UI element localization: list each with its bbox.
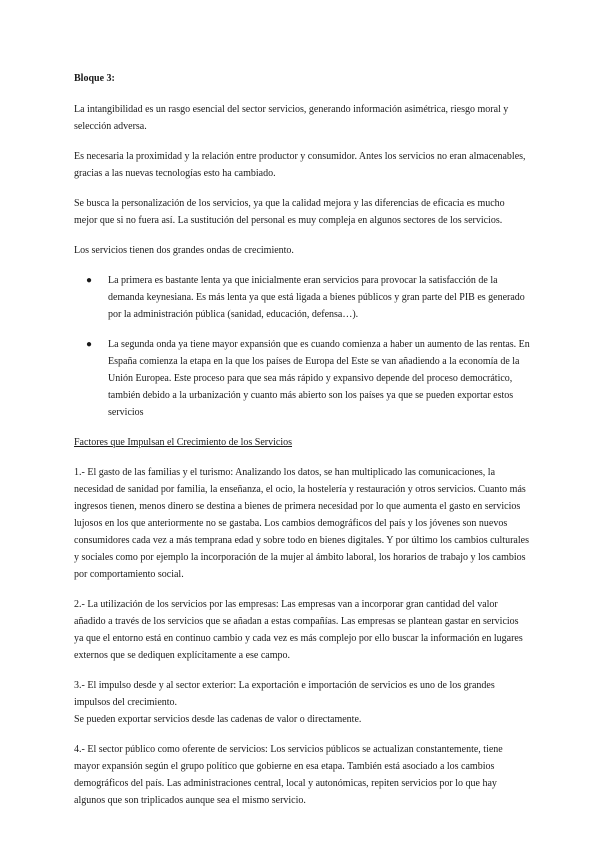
bullet-text-first-wave: La primera es bastante lenta ya que inicialmente eran servicios para provocar la satisfacción de la demanda keynesiana. Es más lenta ya que está ligada a bienes públicos y gran parte del PIB es generado por la administración pública (sanidad, educación, defensa…). <box>108 275 525 320</box>
factor-exterior-line-2: Se pueden exportar servicios desde las cadenas de valor o directamente. <box>74 714 362 725</box>
document-page <box>74 70 530 822</box>
bullet-icon: ● <box>86 275 93 286</box>
intro-paragraph-proximity: Es necesaria la proximidad y la relación entre productor y consumidor. Antes los servicios no eran almacenables, gracias a las nuevas tecnologías esto ha cambiado. <box>74 151 526 179</box>
factor-paragraph-companies: 2.- La utilización de los servicios por las empresas: Las empresas van a incorporar gran cantidad del valor añadido a través de los servicios que se añadan a estas compañías. Las empresas se plantean gastar en servicios ya que el entorno está en continuo cambio y cada vez es más complejo por ello buscar la información en lugares externos que se dediquen explícitamente a ese campo. <box>74 599 523 661</box>
factor-paragraph-households: 1.- El gasto de las familias y el turismo: Analizando los datos, se han multiplicado las comunicaciones, la necesidad de sanidad por familia, la enseñanza, el ocio, la hostelería y restauración y otros servicios. Cuanto más ingresos tienen, menos dinero se destina a bienes de primera necesidad por lo que aumenta el gasto en servicios lujosos en los que anteriormente no se gastaba. Los cambios demográficos del país y los jóvenes son nuevos consumidores cada vez a más temprana edad y sobre todo en bienes digitales. Y por último los cambios culturales y sociales como por ejemplo la incorporación de la mujer al ámbito laboral, los horarios de trabajo y los cambios por comportamiento social. <box>74 467 529 580</box>
list-item <box>74 336 530 421</box>
factor-paragraph-public-sector: 4.- El sector público como oferente de servicios: Los servicios públicos se actualizan constantemente, tiene mayor expansión según el grupo político que gobierne en esa etapa. También está asociado a los cambios demográficos del país. Las administraciones central, local y autonómicas, repiten servicios por lo que hay algunos que son triplicados aunque sea el mismo servicio. <box>74 744 503 806</box>
intro-paragraph-intangibility: La intangibilidad es un rasgo esencial del sector servicios, generando información asimétrica, riesgo moral y selección adversa. <box>74 104 509 132</box>
factor-exterior-line-1: 3.- El impulso desde y al sector exterior: La exportación e importación de servicios es uno de los grandes impulsos del crecimiento. <box>74 680 495 708</box>
list-item <box>74 272 530 323</box>
bullet-text-second-wave: La segunda onda ya tiene mayor expansión que es cuando comienza a haber un aumento de las rentas. En España comienza la etapa en la que los países de Europa del Este se van añadiendo a la economía de la Unión Europea. Este proceso para que sea más rápido y expansivo depende del proceso democrático, también debido a la urbanización y cuanto más abierto son los países ya que se pueden exportar estos servicios <box>108 339 530 418</box>
section-title: Factores que Impulsan el Crecimiento de los Servicios <box>74 437 293 448</box>
growth-waves-list <box>74 272 530 421</box>
intro-paragraph-waves: Los servicios tienen dos grandes ondas de crecimiento. <box>74 245 294 256</box>
bullet-icon: ● <box>86 339 93 350</box>
factor-paragraph-exterior <box>74 677 530 728</box>
intro-paragraph-personalization: Se busca la personalización de los servicios, ya que la calidad mejora y las diferencias de eficacia es mucho mejor que si no fuera así. La sustitución del personal es muy compleja en algunos sectores de los servicios. <box>74 198 505 226</box>
block-heading: Bloque 3: <box>74 73 115 84</box>
